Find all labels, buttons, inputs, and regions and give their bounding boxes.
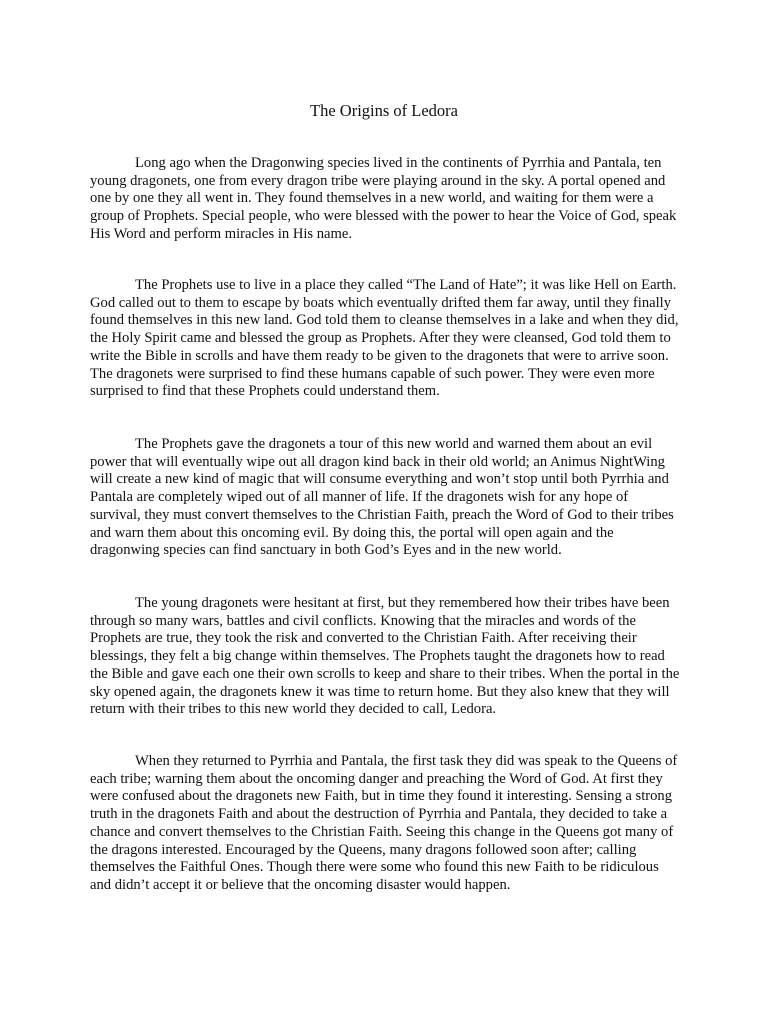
- paragraph-4: The young dragonets were hesitant at first, but they remembered how their tribes have been through so many wars, battles and civil conflicts. Knowing that the miracles and words of the Prophets are true, they took the risk and converted to the Christian Faith. After receiving their blessings, they felt a big change within themselves. The Prophets taught the dragonets how to read the Bible and gave each one their own scrolls to keep and share to their tribes. When the portal in the sky opened again, the dragonets knew it was time to return home. But they also knew that they will return with their tribes to this new world they decided to call, Ledora.: [90, 595, 680, 718]
- paragraph-5: When they returned to Pyrrhia and Pantala, the first task they did was speak to the Queens of each tribe; warning them about the oncoming danger and preaching the Word of God. At first they were confused about the dragonets new Faith, but in time they found it interesting. Sensing a strong truth in the dragonets Faith and about the destruction of Pyrrhia and Pantala, they decided to take a chance and convert themselves to the Christian Faith. Seeing this change in the Queens got many of the dragons interested. Encouraged by the Queens, many dragons followed soon after; calling themselves the Faithful Ones. Though there were some who found this new Faith to be ridiculous and didn’t accept it or believe that the oncoming disaster would happen.: [90, 753, 678, 893]
- paragraph-3: The Prophets gave the dragonets a tour of this new world and warned them about an evil power that will eventually wipe out all dragon kind back in their old world; an Animus NightWing will create a new kind of magic that will consume everything and won’t stop until both Pyrrhia and Pantala are completely wiped out of all manner of life. If the dragonets wish for any hope of survival, they must convert themselves to the Christian Faith, preach the Word of God to their tribes and warn them about this oncoming evil. By doing this, the portal will open again and the dragonwing species can find sanctuary in both God’s Eyes and in the new world.: [90, 436, 674, 559]
- document-title: The Origins of Ledora: [310, 101, 458, 120]
- paragraph-2: The Prophets use to live in a place they called “The Land of Hate”; it was like Hell on Earth. God called out to them to escape by boats which eventually drifted them far away, until they finally found themselves in this new land. God told them to cleanse themselves in a lake and when they did, the Holy Spirit came and blessed the group as Prophets. After they were cleansed, God told them to write the Bible in scrolls and have them ready to be given to the dragonets that were to arrive soon. The dragonets were surprised to find these humans capable of such power. They were even more surprised to find that these Prophets could understand them.: [90, 277, 679, 400]
- paragraph-1: Long ago when the Dragonwing species lived in the continents of Pyrrhia and Pantala, ten young dragonets, one from every dragon tribe were playing around in the sky. A portal opened and one by one they all went in. They found themselves in a new world, and waiting for them were a group of Prophets. Special people, who were blessed with the power to hear the Voice of God, speak His Word and perform miracles in His name.: [90, 155, 677, 242]
